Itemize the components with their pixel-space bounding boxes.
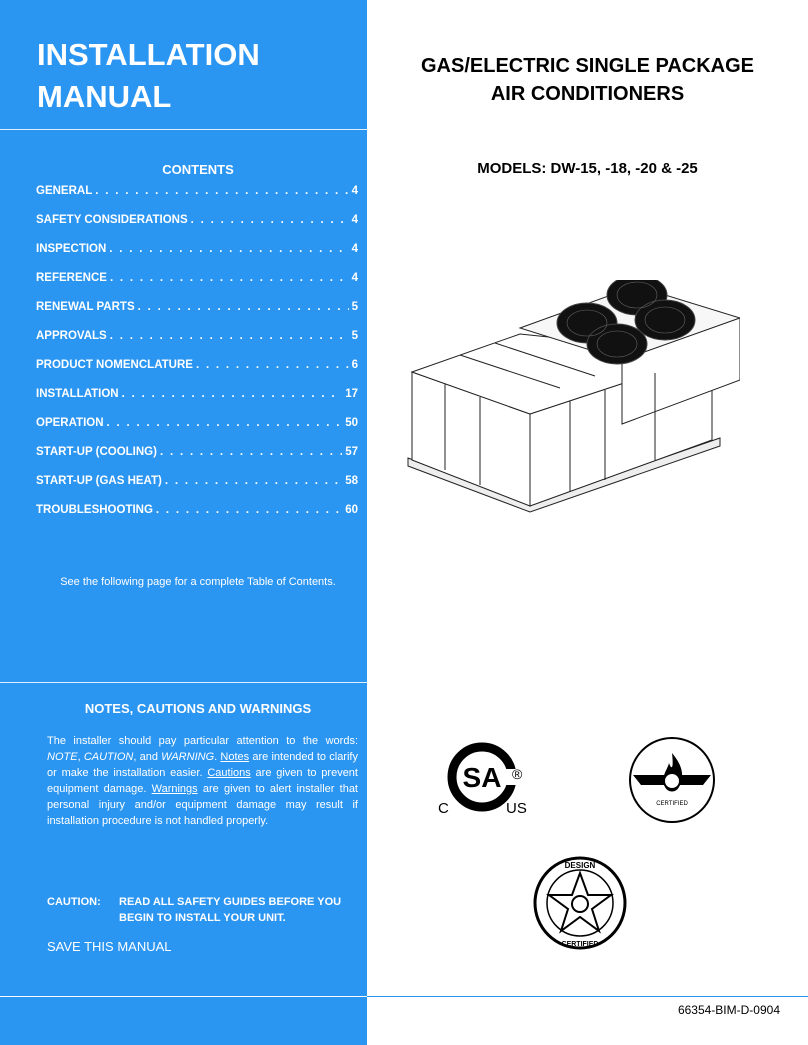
toc-entry-page: 4 <box>351 272 358 284</box>
toc-leader-dots <box>95 185 348 197</box>
notes-divider <box>0 682 367 683</box>
toc-entry-label: OPERATION <box>36 417 104 429</box>
notes-text: . <box>214 751 221 763</box>
flame-certified-text: CERTIFIED <box>656 801 688 807</box>
toc-entry-label: START-UP (GAS HEAT) <box>36 475 162 487</box>
toc-entry-page: 58 <box>345 475 358 487</box>
toc-entry-page: 5 <box>351 301 358 313</box>
toc-entry[interactable] <box>36 388 358 417</box>
notes-heading: NOTES, CAUTIONS AND WARNINGS <box>84 701 312 716</box>
document-number: 66354-BIM-D-0904 <box>677 1003 780 1017</box>
toc-leader-dots <box>109 243 348 255</box>
toc-entry-label: INSPECTION <box>36 243 107 255</box>
caution-block <box>47 894 362 926</box>
table-of-contents <box>36 185 358 533</box>
manual-title-line2: MANUAL <box>37 79 172 114</box>
toc-entry-label: PRODUCT NOMENCLATURE <box>36 359 193 371</box>
notes-paragraph <box>47 733 358 829</box>
contents-panel <box>0 0 367 1045</box>
toc-leader-dots <box>138 301 349 313</box>
toc-leader-dots <box>110 272 349 284</box>
toc-entry[interactable] <box>36 272 358 301</box>
toc-note: See the following page for a complete Table of Contents. <box>60 576 336 588</box>
csa-us: US <box>506 800 527 817</box>
toc-entry-page: 50 <box>345 417 358 429</box>
toc-entry-page: 4 <box>351 214 358 226</box>
toc-entry[interactable] <box>36 243 358 272</box>
toc-leader-dots <box>156 504 342 516</box>
toc-entry-label: INSTALLATION <box>36 388 119 400</box>
contents-heading: CONTENTS <box>162 162 234 177</box>
toc-entry-page: 5 <box>351 330 358 342</box>
toc-entry-page: 60 <box>345 504 358 516</box>
toc-entry-label: TROUBLESHOOTING <box>36 504 153 516</box>
toc-entry-page: 57 <box>345 446 358 458</box>
toc-leader-dots <box>122 388 343 400</box>
toc-entry-label: RENEWAL PARTS <box>36 301 135 313</box>
toc-entry[interactable] <box>36 504 358 533</box>
manual-title-line1: INSTALLATION <box>37 37 260 72</box>
flame-seal-icon <box>627 735 717 825</box>
notes-underlined: Notes <box>220 751 250 763</box>
caution-label: CAUTION: <box>47 896 101 908</box>
toc-entry-label: GENERAL <box>36 185 93 197</box>
toc-leader-dots <box>107 417 343 429</box>
toc-entry[interactable] <box>36 214 358 243</box>
warning-word: WARNING <box>161 751 215 763</box>
toc-entry-page: 4 <box>351 185 358 197</box>
toc-entry-page: 4 <box>351 243 358 255</box>
toc-entry[interactable] <box>36 359 358 388</box>
notes-text: The installer should pay particular attention to the words: <box>47 735 358 747</box>
csa-registered: ® <box>512 766 523 782</box>
design-top-text: DESIGN <box>564 861 596 870</box>
caution-word: CAUTION <box>83 751 134 763</box>
toc-leader-dots <box>196 359 349 371</box>
note-word: NOTE <box>47 751 78 763</box>
toc-entry[interactable] <box>36 446 358 475</box>
toc-leader-dots <box>191 214 349 226</box>
toc-entry[interactable] <box>36 185 358 214</box>
toc-entry[interactable] <box>36 301 358 330</box>
caution-text: READ ALL SAFETY GUIDES BEFORE YOU BEGIN TO INSTALL YOUR UNIT. <box>119 896 342 924</box>
toc-leader-dots <box>160 446 342 458</box>
panel-divider <box>0 129 367 130</box>
design-certified-seal <box>532 855 628 951</box>
save-manual-note: SAVE THIS MANUAL <box>47 939 172 954</box>
notes-text: are intended to clarify or make the installation easier. <box>47 751 358 779</box>
notes-text: , and <box>133 751 162 763</box>
document-title <box>367 52 808 108</box>
manual-title <box>37 34 357 118</box>
toc-entry[interactable] <box>36 475 358 504</box>
models-line: MODELS: DW-15, -18, -20 & -25 <box>477 160 698 177</box>
toc-entry[interactable] <box>36 330 358 359</box>
toc-entry-label: REFERENCE <box>36 272 107 284</box>
csa-letters: SA <box>462 762 502 793</box>
footer-rule-right <box>367 996 808 997</box>
toc-entry-label: SAFETY CONSIDERATIONS <box>36 214 188 226</box>
toc-entry-page: 6 <box>351 359 358 371</box>
csa-logo <box>440 735 530 825</box>
star-seal-icon <box>532 855 628 951</box>
csa-c: C <box>438 800 449 817</box>
notes-text: are given to prevent equipment damage. <box>47 767 358 795</box>
notes-text: are given to alert installer that personal injury and/or equipment damage may result if installation procedure is not handled properly. <box>47 783 358 827</box>
toc-leader-dots <box>110 330 349 342</box>
design-bottom-text: CERTIFIED <box>561 941 599 948</box>
document-title-line1: GAS/ELECTRIC SINGLE PACKAGE <box>421 55 754 77</box>
toc-entry[interactable] <box>36 417 358 446</box>
toc-entry-page: 17 <box>345 388 358 400</box>
flame-certified-logo <box>627 735 717 825</box>
toc-entry-label: START-UP (COOLING) <box>36 446 157 458</box>
toc-leader-dots <box>165 475 342 487</box>
toc-entry-label: APPROVALS <box>36 330 107 342</box>
warnings-underlined: Warnings <box>151 783 198 795</box>
rooftop-unit-illustration <box>400 280 740 530</box>
notes-text: , <box>77 751 84 763</box>
cautions-underlined: Cautions <box>207 767 251 779</box>
document-title-line2: AIR CONDITIONERS <box>490 83 685 105</box>
